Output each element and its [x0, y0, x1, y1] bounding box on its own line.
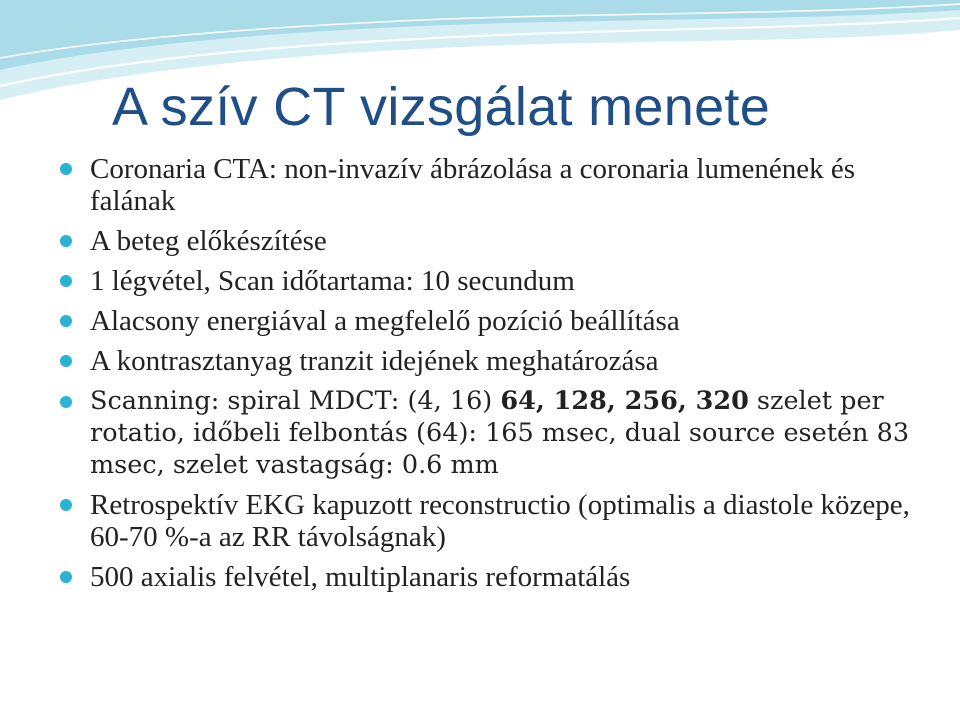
bullet-dot-icon — [60, 163, 72, 175]
bullet-dot-icon — [60, 355, 72, 367]
bullet-text: Retrospektív EKG kapuzott reconstructio (optimalis a diastole közepe, 60-70 %-a az RR távolságnak) — [90, 489, 910, 553]
bullet-dot-icon — [60, 315, 72, 327]
bullet-text: 1 légvétel, Scan időtartama: 10 secundum — [90, 265, 575, 297]
bullet-dot-icon — [60, 571, 72, 583]
bullet-dot-icon — [60, 396, 72, 408]
bullet-dot-icon — [60, 275, 72, 287]
bullet-text-bold: 64, 128, 256, 320 — [500, 386, 749, 416]
bullet-text: A kontrasztanyag tranzit idejének meghatározása — [90, 345, 659, 377]
bullet-list — [60, 153, 940, 601]
bullet-text-suffix: szelet per rotatio, időbeli felbontás (64): 165 msec, dual source esetén 83 msec, szelet vastagság: 0.6 mm — [90, 386, 910, 480]
bullet-item — [60, 305, 940, 337]
bullet-text: Coronaria CTA: non-invazív ábrázolása a coronaria lumenének és falának — [90, 153, 856, 217]
bullet-item — [60, 265, 940, 297]
slide-title: A szív CT vizsgálat menete — [112, 77, 771, 137]
bullet-item — [60, 345, 940, 377]
bullet-text: A beteg előkészítése — [90, 225, 327, 257]
bullet-item — [60, 489, 940, 553]
bullet-dot-icon — [60, 235, 72, 247]
bullet-item — [60, 561, 940, 593]
bullet-text-prefix: Scanning: spiral MDCT: (4, 16) — [90, 386, 501, 416]
bullet-dot-icon — [60, 499, 72, 511]
bullet-item — [60, 225, 940, 257]
bullet-item-scanning — [60, 385, 940, 481]
bullet-item — [60, 153, 940, 217]
bullet-text: Alacsony energiával a megfelelő pozíció beállítása — [90, 305, 680, 337]
bullet-text: 500 axialis felvétel, multiplanaris reformatálás — [90, 561, 631, 593]
